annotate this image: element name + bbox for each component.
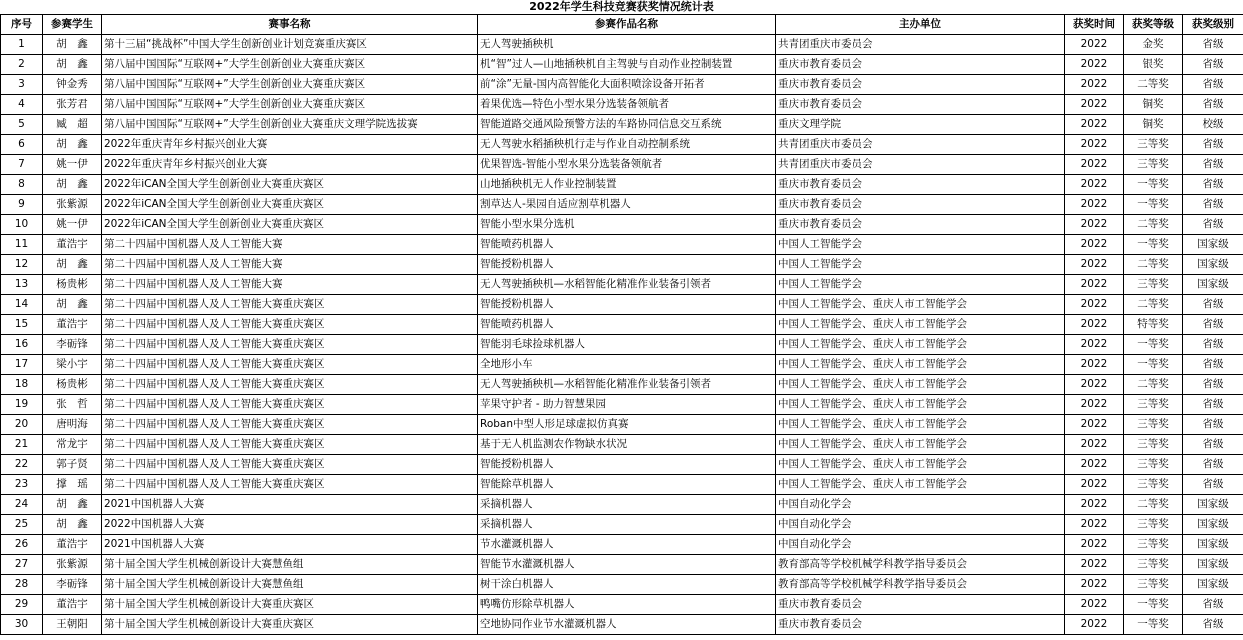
student-cell: 胡 鑫	[43, 515, 102, 535]
table-row	[1, 115, 1243, 135]
year-cell: 2022	[1065, 595, 1124, 615]
level-cell: 国家级	[1183, 515, 1243, 535]
column-header: 获奖等级	[1124, 15, 1183, 35]
column-header: 主办单位	[776, 15, 1065, 35]
level-cell: 国家级	[1183, 555, 1243, 575]
level-cell: 省级	[1183, 95, 1243, 115]
organizer-cell: 中国人工智能学会、重庆人市工智能学会	[776, 415, 1065, 435]
level-cell: 国家级	[1183, 235, 1243, 255]
year-cell: 2022	[1065, 175, 1124, 195]
organizer-cell: 中国自动化学会	[776, 535, 1065, 555]
award-cell: 三等奖	[1124, 415, 1183, 435]
student-cell: 董浩宇	[43, 595, 102, 615]
competition-cell: 第二十四届中国机器人及人工智能大赛重庆赛区	[102, 475, 478, 495]
work-cell: 割草达人-果园自适应割草机器人	[478, 195, 776, 215]
table-row	[1, 95, 1243, 115]
organizer-cell: 中国人工智能学会、重庆人市工智能学会	[776, 395, 1065, 415]
award-cell: 三等奖	[1124, 435, 1183, 455]
column-header: 序号	[1, 15, 43, 35]
year-cell: 2022	[1065, 195, 1124, 215]
table-row	[1, 495, 1243, 515]
level-cell: 国家级	[1183, 535, 1243, 555]
student-cell: 钟金秀	[43, 75, 102, 95]
table-row	[1, 395, 1243, 415]
organizer-cell: 共青团重庆市委员会	[776, 35, 1065, 55]
table-row	[1, 595, 1243, 615]
award-cell: 三等奖	[1124, 155, 1183, 175]
award-cell: 三等奖	[1124, 555, 1183, 575]
work-cell: 无人驾驶插秧机—水稻智能化精准作业装备引领者	[478, 275, 776, 295]
organizer-cell: 中国人工智能学会、重庆人市工智能学会	[776, 475, 1065, 495]
work-cell: 智能授粉机器人	[478, 255, 776, 275]
award-cell: 二等奖	[1124, 75, 1183, 95]
index-cell: 5	[1, 115, 43, 135]
table-row	[1, 615, 1243, 635]
award-cell: 铜奖	[1124, 115, 1183, 135]
award-cell: 银奖	[1124, 55, 1183, 75]
awards-table	[0, 14, 1243, 635]
organizer-cell: 中国人工智能学会	[776, 255, 1065, 275]
level-cell: 省级	[1183, 375, 1243, 395]
year-cell: 2022	[1065, 375, 1124, 395]
work-cell: 智能小型水果分选机	[478, 215, 776, 235]
table-header-row	[1, 15, 1243, 35]
column-header: 参赛作品名称	[478, 15, 776, 35]
student-cell: 李砺锋	[43, 575, 102, 595]
year-cell: 2022	[1065, 435, 1124, 455]
year-cell: 2022	[1065, 75, 1124, 95]
index-cell: 11	[1, 235, 43, 255]
table-row	[1, 455, 1243, 475]
student-cell: 张紫源	[43, 195, 102, 215]
competition-cell: 第二十四届中国机器人及人工智能大赛重庆赛区	[102, 315, 478, 335]
year-cell: 2022	[1065, 475, 1124, 495]
index-cell: 27	[1, 555, 43, 575]
table-body	[1, 35, 1243, 635]
year-cell: 2022	[1065, 115, 1124, 135]
work-cell: 树干涂白机器人	[478, 575, 776, 595]
student-cell: 张紫源	[43, 555, 102, 575]
year-cell: 2022	[1065, 455, 1124, 475]
award-cell: 一等奖	[1124, 235, 1183, 255]
award-cell: 二等奖	[1124, 375, 1183, 395]
level-cell: 省级	[1183, 35, 1243, 55]
student-cell: 胡 鑫	[43, 55, 102, 75]
index-cell: 21	[1, 435, 43, 455]
work-cell: 节水灌溉机器人	[478, 535, 776, 555]
year-cell: 2022	[1065, 155, 1124, 175]
student-cell: 杨贵彬	[43, 275, 102, 295]
organizer-cell: 中国自动化学会	[776, 495, 1065, 515]
student-cell: 李砺锋	[43, 335, 102, 355]
work-cell: 优果智选-智能小型水果分选装备领航者	[478, 155, 776, 175]
year-cell: 2022	[1065, 535, 1124, 555]
table-row	[1, 535, 1243, 555]
work-cell: 智能除草机器人	[478, 475, 776, 495]
competition-cell: 2021中国机器人大赛	[102, 535, 478, 555]
organizer-cell: 共青团重庆市委员会	[776, 135, 1065, 155]
year-cell: 2022	[1065, 575, 1124, 595]
award-cell: 三等奖	[1124, 135, 1183, 155]
year-cell: 2022	[1065, 35, 1124, 55]
table-row	[1, 155, 1243, 175]
competition-cell: 第二十四届中国机器人及人工智能大赛	[102, 275, 478, 295]
award-cell: 三等奖	[1124, 535, 1183, 555]
student-cell: 张芳君	[43, 95, 102, 115]
level-cell: 国家级	[1183, 575, 1243, 595]
table-row	[1, 35, 1243, 55]
year-cell: 2022	[1065, 515, 1124, 535]
award-cell: 二等奖	[1124, 255, 1183, 275]
work-cell: 前“涂”无量-国内高智能化大面积喷涂设备开拓者	[478, 75, 776, 95]
level-cell: 校级	[1183, 115, 1243, 135]
organizer-cell: 共青团重庆市委员会	[776, 155, 1065, 175]
competition-cell: 第二十四届中国机器人及人工智能大赛重庆赛区	[102, 435, 478, 455]
work-cell: 无人驾驶插秧机—水稻智能化精准作业装备引领者	[478, 375, 776, 395]
work-cell: 无人驾驶水稻插秧机行走与作业自动控制系统	[478, 135, 776, 155]
level-cell: 省级	[1183, 475, 1243, 495]
level-cell: 国家级	[1183, 255, 1243, 275]
level-cell: 省级	[1183, 455, 1243, 475]
table-row	[1, 575, 1243, 595]
index-cell: 4	[1, 95, 43, 115]
year-cell: 2022	[1065, 495, 1124, 515]
index-cell: 26	[1, 535, 43, 555]
award-cell: 一等奖	[1124, 335, 1183, 355]
student-cell: 姚一伊	[43, 155, 102, 175]
work-cell: 智能喷药机器人	[478, 235, 776, 255]
organizer-cell: 中国人工智能学会	[776, 235, 1065, 255]
year-cell: 2022	[1065, 135, 1124, 155]
work-cell: Roban中型人形足球虚拟仿真赛	[478, 415, 776, 435]
award-cell: 一等奖	[1124, 615, 1183, 635]
competition-cell: 第十三届“挑战杯”中国大学生创新创业计划竞赛重庆赛区	[102, 35, 478, 55]
award-cell: 三等奖	[1124, 455, 1183, 475]
column-header: 赛事名称	[102, 15, 478, 35]
award-cell: 一等奖	[1124, 355, 1183, 375]
organizer-cell: 重庆市教育委员会	[776, 595, 1065, 615]
competition-cell: 第二十四届中国机器人及人工智能大赛重庆赛区	[102, 335, 478, 355]
year-cell: 2022	[1065, 215, 1124, 235]
work-cell: 全地形小车	[478, 355, 776, 375]
index-cell: 9	[1, 195, 43, 215]
index-cell: 1	[1, 35, 43, 55]
column-header: 参赛学生	[43, 15, 102, 35]
organizer-cell: 重庆市教育委员会	[776, 195, 1065, 215]
organizer-cell: 中国自动化学会	[776, 515, 1065, 535]
work-cell: 机“智”过人—山地插秧机自主驾驶与自动作业控制装置	[478, 55, 776, 75]
level-cell: 省级	[1183, 595, 1243, 615]
student-cell: 董浩宇	[43, 535, 102, 555]
year-cell: 2022	[1065, 55, 1124, 75]
award-cell: 三等奖	[1124, 515, 1183, 535]
student-cell: 梁小宇	[43, 355, 102, 375]
level-cell: 省级	[1183, 215, 1243, 235]
competition-cell: 第八届中国国际“互联网+”大学生创新创业大赛重庆赛区	[102, 55, 478, 75]
award-cell: 三等奖	[1124, 575, 1183, 595]
year-cell: 2022	[1065, 395, 1124, 415]
table-row	[1, 435, 1243, 455]
work-cell: 基于无人机监测农作物缺水状况	[478, 435, 776, 455]
index-cell: 28	[1, 575, 43, 595]
student-cell: 董浩宇	[43, 315, 102, 335]
table-row	[1, 355, 1243, 375]
award-cell: 三等奖	[1124, 275, 1183, 295]
organizer-cell: 重庆市教育委员会	[776, 175, 1065, 195]
level-cell: 省级	[1183, 55, 1243, 75]
student-cell: 胡 鑫	[43, 495, 102, 515]
index-cell: 29	[1, 595, 43, 615]
organizer-cell: 重庆市教育委员会	[776, 75, 1065, 95]
competition-cell: 2022中国机器人大赛	[102, 515, 478, 535]
work-cell: 采摘机器人	[478, 495, 776, 515]
student-cell: 董浩宇	[43, 235, 102, 255]
competition-cell: 第二十四届中国机器人及人工智能大赛重庆赛区	[102, 295, 478, 315]
competition-cell: 2022年重庆青年乡村振兴创业大赛	[102, 135, 478, 155]
work-cell: 苹果守护者 - 助力智慧果园	[478, 395, 776, 415]
index-cell: 12	[1, 255, 43, 275]
level-cell: 省级	[1183, 335, 1243, 355]
level-cell: 省级	[1183, 355, 1243, 375]
competition-cell: 第十届全国大学生机械创新设计大赛慧鱼组	[102, 555, 478, 575]
level-cell: 省级	[1183, 135, 1243, 155]
competition-cell: 第二十四届中国机器人及人工智能大赛重庆赛区	[102, 355, 478, 375]
student-cell: 胡 鑫	[43, 175, 102, 195]
year-cell: 2022	[1065, 255, 1124, 275]
table-row	[1, 255, 1243, 275]
competition-cell: 第二十四届中国机器人及人工智能大赛	[102, 255, 478, 275]
year-cell: 2022	[1065, 315, 1124, 335]
year-cell: 2022	[1065, 615, 1124, 635]
organizer-cell: 重庆市教育委员会	[776, 615, 1065, 635]
index-cell: 7	[1, 155, 43, 175]
award-cell: 特等奖	[1124, 315, 1183, 335]
table-row	[1, 555, 1243, 575]
competition-cell: 第二十四届中国机器人及人工智能大赛重庆赛区	[102, 415, 478, 435]
level-cell: 省级	[1183, 195, 1243, 215]
level-cell: 省级	[1183, 175, 1243, 195]
work-cell: 智能喷药机器人	[478, 315, 776, 335]
table-row	[1, 315, 1243, 335]
organizer-cell: 教育部高等学校机械学科教学指导委员会	[776, 575, 1065, 595]
award-cell: 金奖	[1124, 35, 1183, 55]
student-cell: 郭子贤	[43, 455, 102, 475]
organizer-cell: 中国人工智能学会、重庆人市工智能学会	[776, 435, 1065, 455]
index-cell: 17	[1, 355, 43, 375]
table-row	[1, 215, 1243, 235]
year-cell: 2022	[1065, 275, 1124, 295]
work-cell: 智能授粉机器人	[478, 455, 776, 475]
table-row	[1, 175, 1243, 195]
competition-cell: 2022年iCAN全国大学生创新创业大赛重庆赛区	[102, 175, 478, 195]
student-cell: 唐明海	[43, 415, 102, 435]
award-cell: 一等奖	[1124, 175, 1183, 195]
student-cell: 撑 瑶	[43, 475, 102, 495]
award-cell: 三等奖	[1124, 395, 1183, 415]
year-cell: 2022	[1065, 95, 1124, 115]
work-cell: 无人驾驶插秧机	[478, 35, 776, 55]
competition-cell: 第十届全国大学生机械创新设计大赛慧鱼组	[102, 575, 478, 595]
index-cell: 8	[1, 175, 43, 195]
index-cell: 10	[1, 215, 43, 235]
index-cell: 20	[1, 415, 43, 435]
competition-cell: 2021中国机器人大赛	[102, 495, 478, 515]
award-cell: 铜奖	[1124, 95, 1183, 115]
organizer-cell: 重庆文理学院	[776, 115, 1065, 135]
year-cell: 2022	[1065, 335, 1124, 355]
organizer-cell: 中国人工智能学会、重庆人市工智能学会	[776, 315, 1065, 335]
work-cell: 鸭嘴仿形除草机器人	[478, 595, 776, 615]
competition-cell: 2022年iCAN全国大学生创新创业大赛重庆赛区	[102, 215, 478, 235]
column-header: 获奖级别	[1183, 15, 1243, 35]
student-cell: 常龙宇	[43, 435, 102, 455]
award-cell: 二等奖	[1124, 495, 1183, 515]
student-cell: 王朝阳	[43, 615, 102, 635]
competition-cell: 第十届全国大学生机械创新设计大赛重庆赛区	[102, 615, 478, 635]
index-cell: 18	[1, 375, 43, 395]
work-cell: 智能羽毛球捡球机器人	[478, 335, 776, 355]
index-cell: 25	[1, 515, 43, 535]
work-cell: 着果优选—特色小型水果分选装备领航者	[478, 95, 776, 115]
organizer-cell: 中国人工智能学会、重庆人市工智能学会	[776, 295, 1065, 315]
student-cell: 臧 超	[43, 115, 102, 135]
year-cell: 2022	[1065, 355, 1124, 375]
work-cell: 采摘机器人	[478, 515, 776, 535]
work-cell: 山地插秧机无人作业控制装置	[478, 175, 776, 195]
organizer-cell: 中国人工智能学会	[776, 275, 1065, 295]
work-cell: 智能节水灌溉机器人	[478, 555, 776, 575]
competition-cell: 2022年重庆青年乡村振兴创业大赛	[102, 155, 478, 175]
student-cell: 杨贵彬	[43, 375, 102, 395]
table-row	[1, 335, 1243, 355]
organizer-cell: 中国人工智能学会、重庆人市工智能学会	[776, 355, 1065, 375]
organizer-cell: 中国人工智能学会、重庆人市工智能学会	[776, 375, 1065, 395]
index-cell: 30	[1, 615, 43, 635]
student-cell: 胡 鑫	[43, 135, 102, 155]
table-row	[1, 235, 1243, 255]
level-cell: 省级	[1183, 155, 1243, 175]
index-cell: 24	[1, 495, 43, 515]
level-cell: 省级	[1183, 435, 1243, 455]
level-cell: 省级	[1183, 315, 1243, 335]
level-cell: 国家级	[1183, 275, 1243, 295]
level-cell: 省级	[1183, 75, 1243, 95]
table-row	[1, 375, 1243, 395]
year-cell: 2022	[1065, 295, 1124, 315]
level-cell: 省级	[1183, 295, 1243, 315]
student-cell: 胡 鑫	[43, 295, 102, 315]
index-cell: 14	[1, 295, 43, 315]
level-cell: 省级	[1183, 415, 1243, 435]
level-cell: 省级	[1183, 615, 1243, 635]
organizer-cell: 中国人工智能学会、重庆人市工智能学会	[776, 455, 1065, 475]
table-row	[1, 295, 1243, 315]
index-cell: 3	[1, 75, 43, 95]
competition-cell: 第十届全国大学生机械创新设计大赛重庆赛区	[102, 595, 478, 615]
award-cell: 一等奖	[1124, 595, 1183, 615]
year-cell: 2022	[1065, 555, 1124, 575]
student-cell: 胡 鑫	[43, 255, 102, 275]
work-cell: 智能授粉机器人	[478, 295, 776, 315]
competition-cell: 第二十四届中国机器人及人工智能大赛	[102, 235, 478, 255]
competition-cell: 第二十四届中国机器人及人工智能大赛重庆赛区	[102, 375, 478, 395]
work-cell: 智能道路交通风险预警方法的车路协同信息交互系统	[478, 115, 776, 135]
table-row	[1, 275, 1243, 295]
page-title: 2022年学生科技竞赛获奖情况统计表	[529, 0, 714, 13]
competition-cell: 2022年iCAN全国大学生创新创业大赛重庆赛区	[102, 195, 478, 215]
student-cell: 姚一伊	[43, 215, 102, 235]
organizer-cell: 重庆市教育委员会	[776, 55, 1065, 75]
index-cell: 19	[1, 395, 43, 415]
index-cell: 16	[1, 335, 43, 355]
year-cell: 2022	[1065, 235, 1124, 255]
table-row	[1, 135, 1243, 155]
organizer-cell: 重庆市教育委员会	[776, 215, 1065, 235]
index-cell: 13	[1, 275, 43, 295]
award-cell: 二等奖	[1124, 215, 1183, 235]
competition-cell: 第二十四届中国机器人及人工智能大赛重庆赛区	[102, 395, 478, 415]
award-cell: 一等奖	[1124, 195, 1183, 215]
student-cell: 胡 鑫	[43, 35, 102, 55]
index-cell: 15	[1, 315, 43, 335]
competition-cell: 第八届中国国际“互联网+”大学生创新创业大赛重庆赛区	[102, 75, 478, 95]
competition-cell: 第八届中国国际“互联网+”大学生创新创业大赛重庆文理学院选拔赛	[102, 115, 478, 135]
table-row	[1, 415, 1243, 435]
table-row	[1, 75, 1243, 95]
table-row	[1, 475, 1243, 495]
index-cell: 22	[1, 455, 43, 475]
level-cell: 国家级	[1183, 495, 1243, 515]
column-header: 获奖时间	[1065, 15, 1124, 35]
table-row	[1, 515, 1243, 535]
organizer-cell: 教育部高等学校机械学科教学指导委员会	[776, 555, 1065, 575]
work-cell: 空地协同作业节水灌溉机器人	[478, 615, 776, 635]
award-cell: 二等奖	[1124, 295, 1183, 315]
year-cell: 2022	[1065, 415, 1124, 435]
organizer-cell: 中国人工智能学会、重庆人市工智能学会	[776, 335, 1065, 355]
level-cell: 省级	[1183, 395, 1243, 415]
table-row	[1, 195, 1243, 215]
award-cell: 三等奖	[1124, 475, 1183, 495]
competition-cell: 第八届中国国际“互联网+”大学生创新创业大赛重庆赛区	[102, 95, 478, 115]
competition-cell: 第二十四届中国机器人及人工智能大赛重庆赛区	[102, 455, 478, 475]
index-cell: 23	[1, 475, 43, 495]
organizer-cell: 重庆市教育委员会	[776, 95, 1065, 115]
table-row	[1, 55, 1243, 75]
index-cell: 6	[1, 135, 43, 155]
student-cell: 张 哲	[43, 395, 102, 415]
index-cell: 2	[1, 55, 43, 75]
